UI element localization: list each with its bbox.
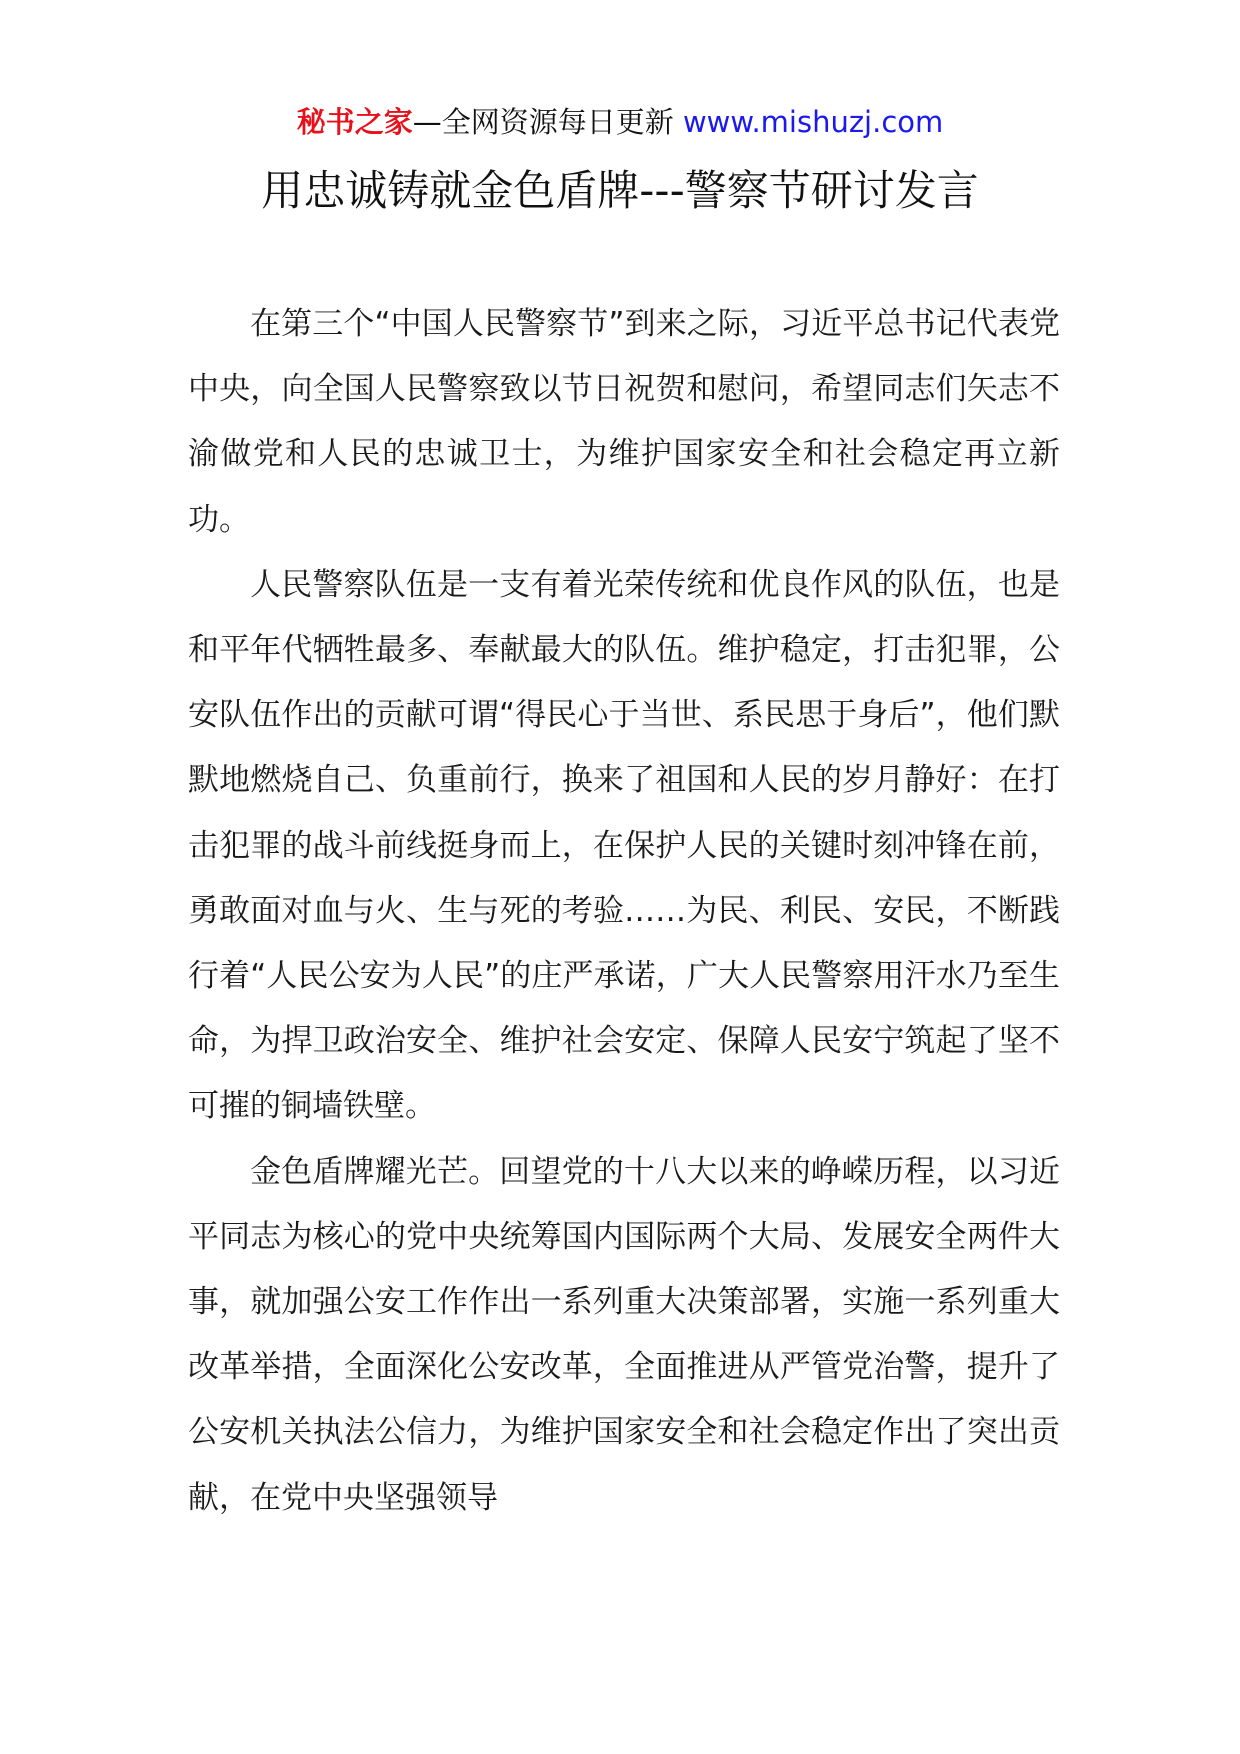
brand-name: 秘书之家 [296, 105, 413, 139]
site-url-link[interactable]: www.mishuzj.com [682, 105, 944, 139]
paragraph-3: 金色盾牌耀光芒。回望党的十八大以来的峥嵘历程，以习近平同志为核心的党中央统筹国内国际两个大局、发展安全两件大事，就加强公安工作作出一系列重大决策部署，实施一系列重大改革举措，全面深化公安改革，全面推进从严管党治警，提升了公安机关执法公信力，为维护国家安全和社会稳定作出了突出贡献，在党中央坚强领导 [188, 1153, 1060, 1516]
document-body [188, 292, 1060, 1531]
paragraph-2: 人民警察队伍是一支有着光荣传统和优良作风的队伍，也是和平年代牺牲最多、奉献最大的队伍。维护稳定，打击犯罪，公安队伍作出的贡献可谓“得民心于当世、系民思于身后”，他们默默地燃烧自己、负重前行，换来了祖国和人民的岁月静好：在打击犯罪的战斗前线挺身而上，在保护人民的关键时刻冲锋在前，勇敢面对血与火、生与死的考验……为民、利民、安民，不断践行着“人民公安为人民”的庄严承诺，广大人民警察用汗水乃至生命，为捍卫政治安全、维护社会安定、保障人民安宁筑起了坚不可摧的铜墙铁壁。 [188, 566, 1060, 1125]
paragraph-1: 在第三个“中国人民警察节”到来之际，习近平总书记代表党中央，向全国人民警察致以节日祝贺和慰问，希望同志们矢志不渝做党和人民的忠诚卫士，为维护国家安全和社会稳定再立新功。 [188, 306, 1060, 538]
site-header [0, 102, 1240, 142]
header-tagline: —全网资源每日更新 [412, 105, 674, 139]
document-title: 用忠诚铸就金色盾牌---警察节研讨发言 [261, 166, 979, 215]
